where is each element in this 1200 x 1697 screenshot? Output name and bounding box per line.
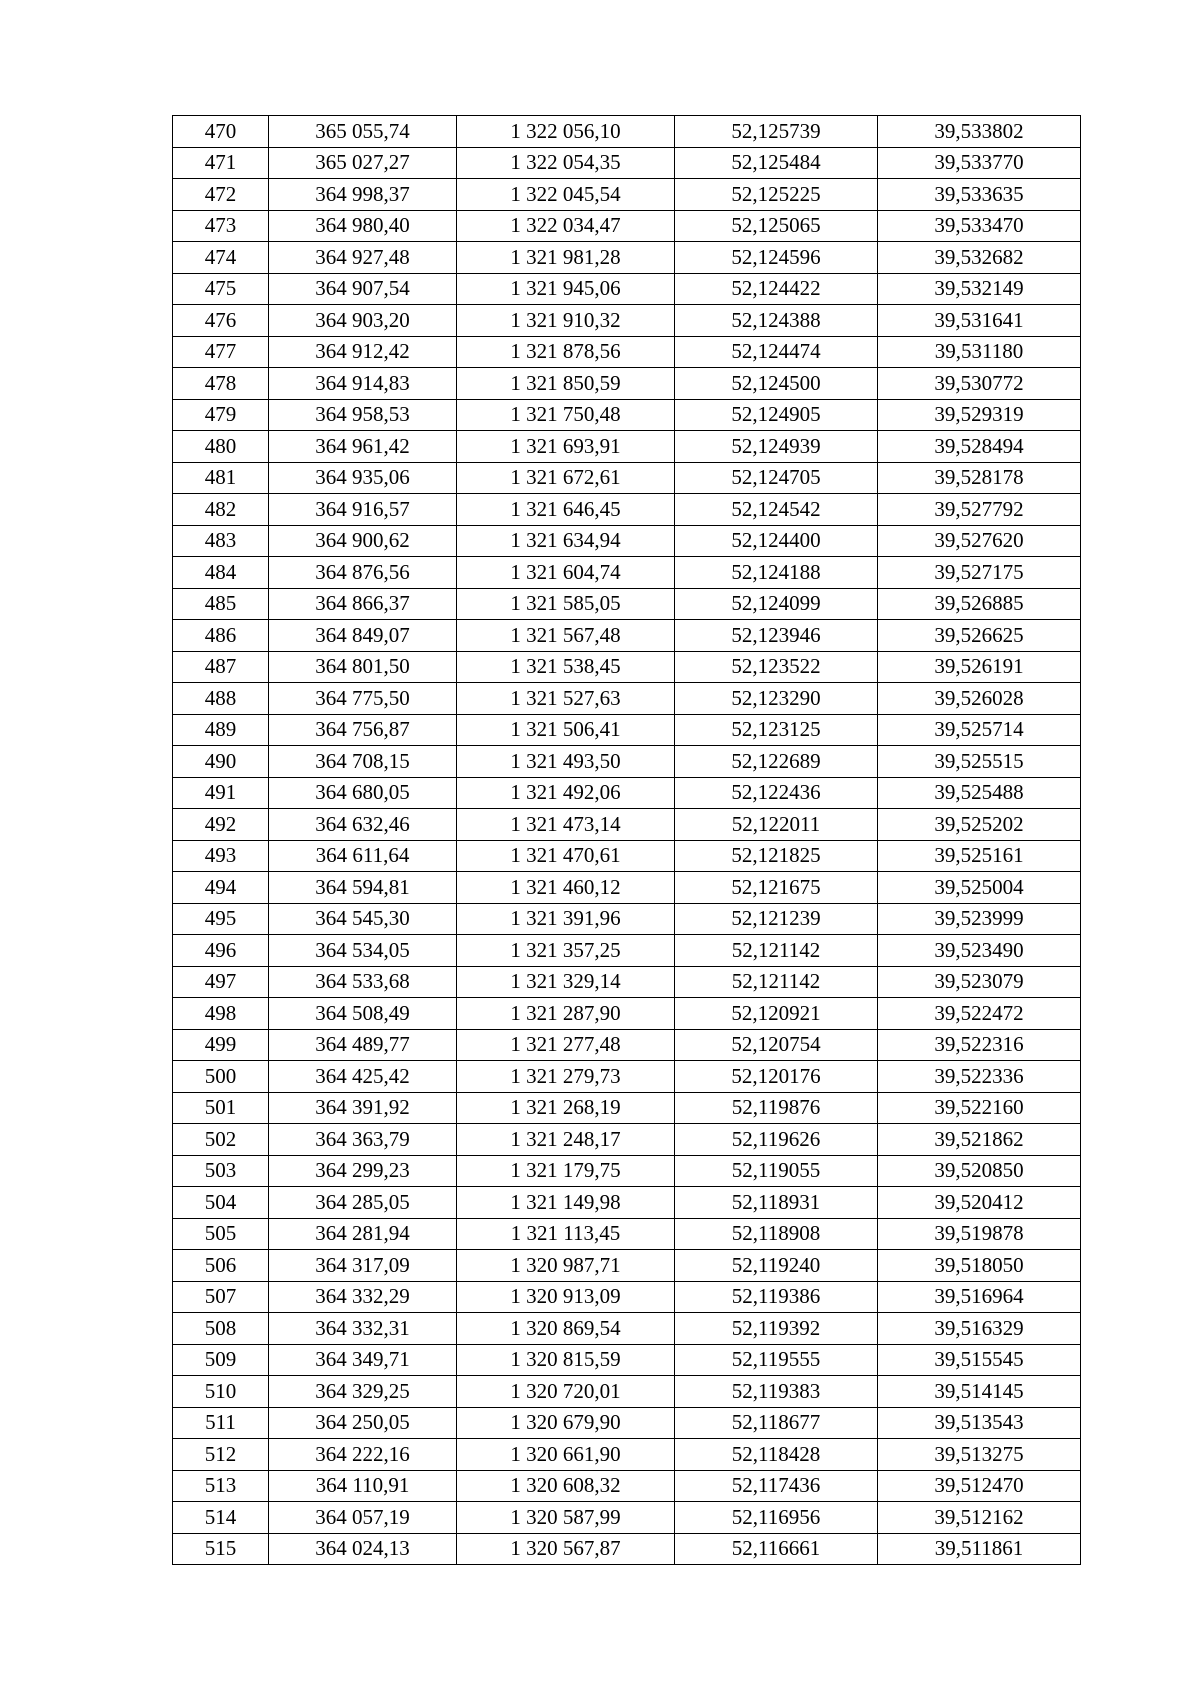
point-number-cell: 475 [173,273,269,305]
latitude-cell: 52,122436 [675,777,878,809]
latitude-cell: 52,124474 [675,336,878,368]
table-row [173,1218,1081,1250]
table-row [173,1344,1081,1376]
table-row [173,777,1081,809]
table-row [173,588,1081,620]
point-number-cell: 505 [173,1218,269,1250]
table-row [173,336,1081,368]
longitude-cell: 39,527175 [878,557,1081,589]
table-row [173,872,1081,904]
x-coordinate-cell: 364 594,81 [269,872,457,904]
y-coordinate-cell: 1 320 608,32 [457,1470,675,1502]
point-number-cell: 494 [173,872,269,904]
point-number-cell: 512 [173,1439,269,1471]
point-number-cell: 503 [173,1155,269,1187]
y-coordinate-cell: 1 321 910,32 [457,305,675,337]
x-coordinate-cell: 364 281,94 [269,1218,457,1250]
point-number-cell: 474 [173,242,269,274]
table-row [173,368,1081,400]
longitude-cell: 39,512162 [878,1502,1081,1534]
y-coordinate-cell: 1 321 585,05 [457,588,675,620]
longitude-cell: 39,523999 [878,903,1081,935]
point-number-cell: 502 [173,1124,269,1156]
latitude-cell: 52,116661 [675,1533,878,1565]
y-coordinate-cell: 1 321 149,98 [457,1187,675,1219]
table-row [173,1407,1081,1439]
x-coordinate-cell: 364 876,56 [269,557,457,589]
latitude-cell: 52,125065 [675,210,878,242]
x-coordinate-cell: 364 332,29 [269,1281,457,1313]
x-coordinate-cell: 364 756,87 [269,714,457,746]
table-row [173,1061,1081,1093]
point-number-cell: 488 [173,683,269,715]
latitude-cell: 52,121239 [675,903,878,935]
latitude-cell: 52,116956 [675,1502,878,1534]
y-coordinate-cell: 1 320 587,99 [457,1502,675,1534]
x-coordinate-cell: 364 489,77 [269,1029,457,1061]
x-coordinate-cell: 364 611,64 [269,840,457,872]
table-row [173,399,1081,431]
longitude-cell: 39,530772 [878,368,1081,400]
y-coordinate-cell: 1 321 693,91 [457,431,675,463]
table-row [173,525,1081,557]
longitude-cell: 39,511861 [878,1533,1081,1565]
longitude-cell: 39,520412 [878,1187,1081,1219]
latitude-cell: 52,119626 [675,1124,878,1156]
longitude-cell: 39,522160 [878,1092,1081,1124]
latitude-cell: 52,119383 [675,1376,878,1408]
latitude-cell: 52,125484 [675,147,878,179]
y-coordinate-cell: 1 321 329,14 [457,966,675,998]
table-row [173,1250,1081,1282]
latitude-cell: 52,124705 [675,462,878,494]
longitude-cell: 39,525004 [878,872,1081,904]
point-number-cell: 495 [173,903,269,935]
longitude-cell: 39,527620 [878,525,1081,557]
latitude-cell: 52,120921 [675,998,878,1030]
point-number-cell: 509 [173,1344,269,1376]
latitude-cell: 52,124905 [675,399,878,431]
x-coordinate-cell: 364 866,37 [269,588,457,620]
point-number-cell: 506 [173,1250,269,1282]
longitude-cell: 39,533802 [878,116,1081,148]
x-coordinate-cell: 364 900,62 [269,525,457,557]
table-row [173,431,1081,463]
x-coordinate-cell: 364 349,71 [269,1344,457,1376]
point-number-cell: 493 [173,840,269,872]
latitude-cell: 52,124596 [675,242,878,274]
longitude-cell: 39,525515 [878,746,1081,778]
longitude-cell: 39,514145 [878,1376,1081,1408]
table-row [173,903,1081,935]
latitude-cell: 52,119555 [675,1344,878,1376]
point-number-cell: 491 [173,777,269,809]
y-coordinate-cell: 1 321 277,48 [457,1029,675,1061]
y-coordinate-cell: 1 321 878,56 [457,336,675,368]
longitude-cell: 39,516329 [878,1313,1081,1345]
latitude-cell: 52,118677 [675,1407,878,1439]
latitude-cell: 52,122011 [675,809,878,841]
latitude-cell: 52,125225 [675,179,878,211]
x-coordinate-cell: 364 317,09 [269,1250,457,1282]
y-coordinate-cell: 1 320 987,71 [457,1250,675,1282]
longitude-cell: 39,522316 [878,1029,1081,1061]
table-row [173,714,1081,746]
y-coordinate-cell: 1 321 538,45 [457,651,675,683]
y-coordinate-cell: 1 322 056,10 [457,116,675,148]
y-coordinate-cell: 1 320 913,09 [457,1281,675,1313]
y-coordinate-cell: 1 321 981,28 [457,242,675,274]
point-number-cell: 479 [173,399,269,431]
point-number-cell: 471 [173,147,269,179]
latitude-cell: 52,124388 [675,305,878,337]
longitude-cell: 39,521862 [878,1124,1081,1156]
y-coordinate-cell: 1 320 661,90 [457,1439,675,1471]
table-row [173,1502,1081,1534]
table-row [173,273,1081,305]
y-coordinate-cell: 1 320 815,59 [457,1344,675,1376]
y-coordinate-cell: 1 321 473,14 [457,809,675,841]
y-coordinate-cell: 1 321 945,06 [457,273,675,305]
table-row [173,651,1081,683]
point-number-cell: 482 [173,494,269,526]
point-number-cell: 496 [173,935,269,967]
latitude-cell: 52,121142 [675,966,878,998]
table-row [173,840,1081,872]
latitude-cell: 52,124099 [675,588,878,620]
x-coordinate-cell: 364 998,37 [269,179,457,211]
y-coordinate-cell: 1 321 634,94 [457,525,675,557]
y-coordinate-cell: 1 320 567,87 [457,1533,675,1565]
point-number-cell: 489 [173,714,269,746]
x-coordinate-cell: 364 425,42 [269,1061,457,1093]
longitude-cell: 39,533770 [878,147,1081,179]
point-number-cell: 510 [173,1376,269,1408]
table-row [173,1124,1081,1156]
point-number-cell: 511 [173,1407,269,1439]
latitude-cell: 52,124422 [675,273,878,305]
table-row [173,179,1081,211]
coordinates-table [172,115,1081,1565]
x-coordinate-cell: 364 708,15 [269,746,457,778]
latitude-cell: 52,124400 [675,525,878,557]
point-number-cell: 501 [173,1092,269,1124]
x-coordinate-cell: 364 958,53 [269,399,457,431]
table-row [173,746,1081,778]
table-row [173,147,1081,179]
x-coordinate-cell: 364 903,20 [269,305,457,337]
longitude-cell: 39,522336 [878,1061,1081,1093]
latitude-cell: 52,118908 [675,1218,878,1250]
x-coordinate-cell: 364 916,57 [269,494,457,526]
y-coordinate-cell: 1 321 506,41 [457,714,675,746]
table-row [173,620,1081,652]
x-coordinate-cell: 364 508,49 [269,998,457,1030]
point-number-cell: 514 [173,1502,269,1534]
longitude-cell: 39,515545 [878,1344,1081,1376]
y-coordinate-cell: 1 321 527,63 [457,683,675,715]
table-row [173,494,1081,526]
latitude-cell: 52,120754 [675,1029,878,1061]
point-number-cell: 478 [173,368,269,400]
table-row [173,210,1081,242]
longitude-cell: 39,526191 [878,651,1081,683]
longitude-cell: 39,525488 [878,777,1081,809]
latitude-cell: 52,119240 [675,1250,878,1282]
latitude-cell: 52,119876 [675,1092,878,1124]
x-coordinate-cell: 364 332,31 [269,1313,457,1345]
longitude-cell: 39,532149 [878,273,1081,305]
latitude-cell: 52,121675 [675,872,878,904]
point-number-cell: 476 [173,305,269,337]
x-coordinate-cell: 364 391,92 [269,1092,457,1124]
table-row [173,1376,1081,1408]
point-number-cell: 472 [173,179,269,211]
latitude-cell: 52,123522 [675,651,878,683]
latitude-cell: 52,118931 [675,1187,878,1219]
y-coordinate-cell: 1 320 869,54 [457,1313,675,1345]
y-coordinate-cell: 1 321 750,48 [457,399,675,431]
longitude-cell: 39,531180 [878,336,1081,368]
latitude-cell: 52,121825 [675,840,878,872]
latitude-cell: 52,125739 [675,116,878,148]
longitude-cell: 39,523490 [878,935,1081,967]
latitude-cell: 52,119386 [675,1281,878,1313]
x-coordinate-cell: 364 927,48 [269,242,457,274]
x-coordinate-cell: 364 363,79 [269,1124,457,1156]
latitude-cell: 52,120176 [675,1061,878,1093]
longitude-cell: 39,525714 [878,714,1081,746]
latitude-cell: 52,119392 [675,1313,878,1345]
y-coordinate-cell: 1 321 268,19 [457,1092,675,1124]
table-row [173,1029,1081,1061]
latitude-cell: 52,123290 [675,683,878,715]
x-coordinate-cell: 364 299,23 [269,1155,457,1187]
longitude-cell: 39,532682 [878,242,1081,274]
point-number-cell: 513 [173,1470,269,1502]
latitude-cell: 52,124500 [675,368,878,400]
longitude-cell: 39,520850 [878,1155,1081,1187]
longitude-cell: 39,526885 [878,588,1081,620]
longitude-cell: 39,518050 [878,1250,1081,1282]
x-coordinate-cell: 364 222,16 [269,1439,457,1471]
latitude-cell: 52,124188 [675,557,878,589]
y-coordinate-cell: 1 321 567,48 [457,620,675,652]
table-row [173,242,1081,274]
longitude-cell: 39,533470 [878,210,1081,242]
table-row [173,1187,1081,1219]
y-coordinate-cell: 1 320 679,90 [457,1407,675,1439]
latitude-cell: 52,117436 [675,1470,878,1502]
point-number-cell: 497 [173,966,269,998]
longitude-cell: 39,528494 [878,431,1081,463]
table-row [173,557,1081,589]
point-number-cell: 515 [173,1533,269,1565]
table-row [173,1281,1081,1313]
x-coordinate-cell: 364 057,19 [269,1502,457,1534]
point-number-cell: 498 [173,998,269,1030]
x-coordinate-cell: 364 533,68 [269,966,457,998]
longitude-cell: 39,528178 [878,462,1081,494]
x-coordinate-cell: 364 329,25 [269,1376,457,1408]
table-row [173,966,1081,998]
longitude-cell: 39,526625 [878,620,1081,652]
longitude-cell: 39,527792 [878,494,1081,526]
longitude-cell: 39,512470 [878,1470,1081,1502]
y-coordinate-cell: 1 321 357,25 [457,935,675,967]
x-coordinate-cell: 364 961,42 [269,431,457,463]
table-row [173,305,1081,337]
x-coordinate-cell: 365 055,74 [269,116,457,148]
point-number-cell: 483 [173,525,269,557]
y-coordinate-cell: 1 321 470,61 [457,840,675,872]
y-coordinate-cell: 1 321 113,45 [457,1218,675,1250]
longitude-cell: 39,525161 [878,840,1081,872]
longitude-cell: 39,522472 [878,998,1081,1030]
x-coordinate-cell: 364 907,54 [269,273,457,305]
y-coordinate-cell: 1 321 646,45 [457,494,675,526]
y-coordinate-cell: 1 321 179,75 [457,1155,675,1187]
x-coordinate-cell: 364 545,30 [269,903,457,935]
x-coordinate-cell: 364 680,05 [269,777,457,809]
latitude-cell: 52,122689 [675,746,878,778]
latitude-cell: 52,124939 [675,431,878,463]
y-coordinate-cell: 1 321 279,73 [457,1061,675,1093]
x-coordinate-cell: 364 110,91 [269,1470,457,1502]
y-coordinate-cell: 1 322 034,47 [457,210,675,242]
y-coordinate-cell: 1 321 287,90 [457,998,675,1030]
x-coordinate-cell: 364 914,83 [269,368,457,400]
longitude-cell: 39,519878 [878,1218,1081,1250]
latitude-cell: 52,123125 [675,714,878,746]
y-coordinate-cell: 1 322 045,54 [457,179,675,211]
point-number-cell: 492 [173,809,269,841]
latitude-cell: 52,118428 [675,1439,878,1471]
y-coordinate-cell: 1 321 850,59 [457,368,675,400]
table-row [173,1533,1081,1565]
longitude-cell: 39,523079 [878,966,1081,998]
table-row [173,1155,1081,1187]
point-number-cell: 484 [173,557,269,589]
point-number-cell: 470 [173,116,269,148]
x-coordinate-cell: 364 632,46 [269,809,457,841]
x-coordinate-cell: 364 849,07 [269,620,457,652]
latitude-cell: 52,124542 [675,494,878,526]
y-coordinate-cell: 1 321 248,17 [457,1124,675,1156]
y-coordinate-cell: 1 321 492,06 [457,777,675,809]
latitude-cell: 52,121142 [675,935,878,967]
x-coordinate-cell: 364 935,06 [269,462,457,494]
table-row [173,935,1081,967]
point-number-cell: 481 [173,462,269,494]
table-row [173,462,1081,494]
point-number-cell: 508 [173,1313,269,1345]
coordinates-table-body [173,116,1081,1565]
x-coordinate-cell: 364 285,05 [269,1187,457,1219]
table-row [173,1313,1081,1345]
point-number-cell: 504 [173,1187,269,1219]
point-number-cell: 477 [173,336,269,368]
latitude-cell: 52,123946 [675,620,878,652]
y-coordinate-cell: 1 321 493,50 [457,746,675,778]
table-row [173,809,1081,841]
x-coordinate-cell: 364 775,50 [269,683,457,715]
y-coordinate-cell: 1 322 054,35 [457,147,675,179]
point-number-cell: 487 [173,651,269,683]
x-coordinate-cell: 364 024,13 [269,1533,457,1565]
y-coordinate-cell: 1 321 460,12 [457,872,675,904]
longitude-cell: 39,516964 [878,1281,1081,1313]
point-number-cell: 500 [173,1061,269,1093]
table-row [173,1092,1081,1124]
table-row [173,998,1081,1030]
latitude-cell: 52,119055 [675,1155,878,1187]
table-row [173,1439,1081,1471]
table-row [173,683,1081,715]
longitude-cell: 39,529319 [878,399,1081,431]
x-coordinate-cell: 364 534,05 [269,935,457,967]
y-coordinate-cell: 1 320 720,01 [457,1376,675,1408]
point-number-cell: 485 [173,588,269,620]
table-row [173,116,1081,148]
x-coordinate-cell: 364 980,40 [269,210,457,242]
y-coordinate-cell: 1 321 391,96 [457,903,675,935]
longitude-cell: 39,513543 [878,1407,1081,1439]
point-number-cell: 473 [173,210,269,242]
y-coordinate-cell: 1 321 672,61 [457,462,675,494]
longitude-cell: 39,531641 [878,305,1081,337]
point-number-cell: 490 [173,746,269,778]
point-number-cell: 480 [173,431,269,463]
x-coordinate-cell: 364 912,42 [269,336,457,368]
x-coordinate-cell: 365 027,27 [269,147,457,179]
x-coordinate-cell: 364 801,50 [269,651,457,683]
point-number-cell: 507 [173,1281,269,1313]
table-row [173,1470,1081,1502]
longitude-cell: 39,526028 [878,683,1081,715]
point-number-cell: 499 [173,1029,269,1061]
point-number-cell: 486 [173,620,269,652]
longitude-cell: 39,513275 [878,1439,1081,1471]
x-coordinate-cell: 364 250,05 [269,1407,457,1439]
y-coordinate-cell: 1 321 604,74 [457,557,675,589]
longitude-cell: 39,533635 [878,179,1081,211]
longitude-cell: 39,525202 [878,809,1081,841]
